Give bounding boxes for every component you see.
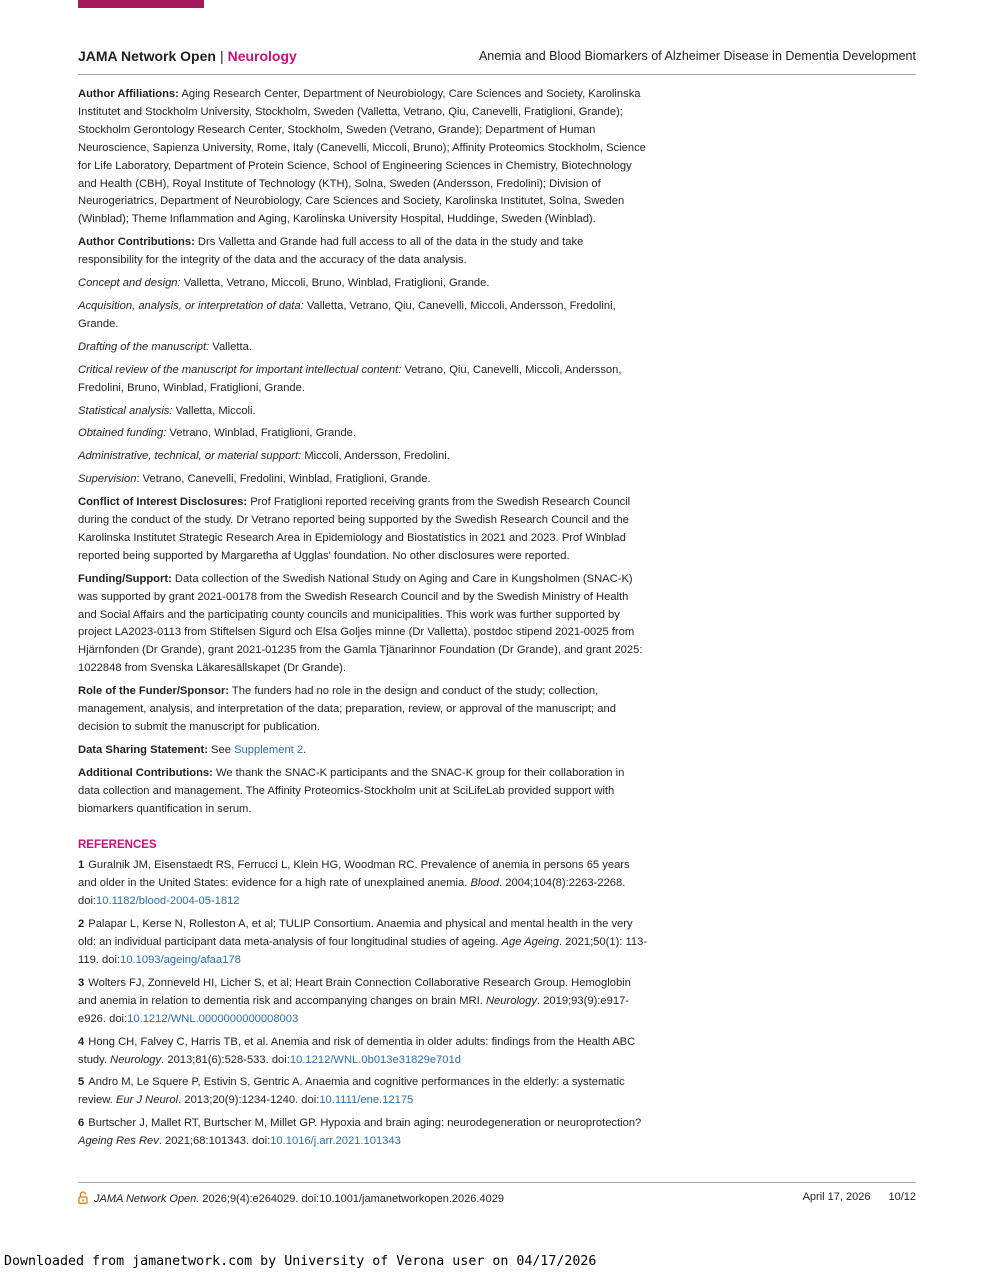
funder-role-label: Role of the Funder/Sponsor:	[78, 685, 230, 698]
reference-item	[78, 1115, 648, 1151]
data-sharing-end: .	[303, 743, 307, 756]
role-label: Obtained funding:	[78, 427, 167, 440]
footer-meta	[803, 1191, 916, 1203]
data-sharing-label: Data Sharing Statement:	[78, 743, 208, 756]
role-concept	[78, 275, 648, 293]
reference-item	[78, 916, 648, 970]
role-label: Drafting of the manuscript:	[78, 340, 210, 353]
reference-number: 4	[78, 1035, 85, 1048]
role-text: Valletta, Vetrano, Miccoli, Bruno, Winblad, Fratiglioni, Grande.	[180, 277, 490, 290]
data-sharing-text: See	[207, 743, 235, 756]
reference-journal: Blood	[470, 877, 500, 890]
reference-details: . 2004;104(8):2263-2268. doi:	[78, 877, 626, 908]
reference-number: 1	[78, 859, 85, 872]
reference-doi-link[interactable]: 10.1111/ene.12175	[319, 1094, 414, 1107]
reference-number: 5	[78, 1076, 85, 1089]
reference-journal: Age Ageing	[501, 936, 559, 949]
author-contributions	[78, 234, 648, 270]
reference-text: Burtscher J, Mallet RT, Burtscher M, Millet GP. Hypoxia and brain aging: neurodegeneration or neuroprotection?	[88, 1117, 642, 1130]
page-footer	[78, 1182, 916, 1213]
reference-details: . 2021;50(1): 113-119. doi:	[78, 936, 648, 966]
page-number: 10/12	[888, 1191, 916, 1203]
role-label: Administrative, technical, or material support:	[78, 450, 302, 463]
reference-doi-link[interactable]: 10.1212/WNL.0b013e31829e701d	[289, 1053, 461, 1066]
open-access-icon	[78, 1191, 88, 1207]
role-drafting	[78, 339, 648, 357]
reference-item	[78, 1034, 648, 1070]
role-text: Valletta, Vetrano, Qiu, Canevelli, Miccoli, Andersson, Fredolini, Grande.	[78, 299, 616, 330]
conflict-disclosures	[78, 494, 648, 566]
footer-date: April 17, 2026	[802, 1191, 871, 1203]
reference-item	[78, 1074, 648, 1110]
funder-role	[78, 683, 648, 737]
reference-doi-link[interactable]: 10.1016/j.arr.2021.101343	[270, 1135, 401, 1148]
role-label: Critical review of the manuscript for important intellectual content:	[78, 363, 402, 376]
reference-text: Hong CH, Falvey C, Harris TB, et al. Anemia and risk of dementia in older adults: findings from the Health ABC study.	[78, 1035, 636, 1066]
reference-doi-link[interactable]: 10.1093/ageing/afaa178	[120, 953, 241, 966]
page-header	[78, 48, 916, 75]
footer-journal: JAMA Network Open.	[94, 1193, 200, 1205]
role-acquisition	[78, 298, 648, 334]
role-text: Vetrano, Winblad, Fratiglioni, Grande.	[166, 427, 356, 440]
download-stamp: Downloaded from jamanetwork.com by University of Verona user on 04/17/2026	[4, 1254, 597, 1269]
role-label: Supervision	[78, 473, 137, 486]
contributions-label: Author Contributions:	[78, 236, 195, 249]
reference-doi-link[interactable]: 10.1182/blood-2004-05-1812	[96, 895, 240, 908]
role-funding	[78, 425, 648, 443]
role-label: Concept and design:	[78, 277, 181, 290]
role-admin	[78, 448, 648, 466]
role-text: Miccoli, Andersson, Fredolini.	[301, 450, 450, 463]
reference-doi-link[interactable]: 10.1212/WNL.0000000000008003	[127, 1012, 299, 1025]
top-accent-bar	[78, 0, 204, 8]
reference-item	[78, 975, 648, 1029]
reference-text: Palapar L, Kerse N, Rolleston A, et al; TULIP Consortium. Anaemia and physical and mental health in the very old: an individual participant data meta-analysis of four longitudinal studies of ageing.	[78, 918, 633, 949]
reference-details: . 2013;20(9):1234-1240. doi:	[178, 1094, 320, 1107]
reference-number: 6	[78, 1117, 85, 1130]
reference-number: 3	[78, 976, 85, 989]
journal-branding	[78, 48, 297, 64]
article-content	[78, 86, 648, 1156]
role-label: Statistical analysis:	[78, 404, 173, 417]
funding-support	[78, 571, 648, 678]
conflict-label: Conflict of Interest Disclosures:	[78, 496, 248, 509]
role-statistical	[78, 403, 648, 421]
additional-contributions	[78, 765, 648, 819]
funder-role-text: The funders had no role in the design and conduct of the study; collection, management, analysis, and interpretation of the data; preparation, review, or approval of the manuscript; and decision to submit the manuscript for publication.	[78, 685, 616, 733]
reference-journal: Neurology	[485, 994, 537, 1007]
data-sharing	[78, 742, 648, 760]
header-separator: |	[219, 48, 224, 64]
conflict-text: Prof Fratiglioni reported receiving grants from the Swedish Research Council during the conduct of the study. Dr Vetrano reported being supported by the Swedish Research Council and the Karolinska Institutet Strategic Research Area in Epidemiology and Biostatistics in 2021 and 2023. Prof Winblad reported being supported by Margaretha af Ugglas' foundation. No other disclosures were reported.	[78, 496, 631, 562]
section-name[interactable]: Neurology	[227, 48, 297, 64]
affiliations-text: Aging Research Center, Department of Neurobiology, Care Sciences and Society, Karolinska Institutet and Stockholm University, Stockholm, Sweden (Valletta, Vetrano, Qiu, Canevelli, Fratiglioni, Grande); Stockholm Gerontology Research Center, Stockholm, Sweden (Vetrano, Grande); Department of Human Neuroscience, Sapienza University, Rome, Italy (Canevelli, Miccoli, Bruno); Affinity Proteomics Stockholm, Science for Life Laboratory, Department of Protein Science, School of Engineering Sciences in Chemistry, Biotechnology and Health (CBH), Royal Institute of Technology (KTH), Solna, Sweden (Andersson, Fredolini); Division of Neurogeriatrics, Department of Neurobiology, Care Sciences and Society, Karolinska Institutet, Solna, Sweden (Winblad); Theme Inflammation and Aging, Karolinska University Hospital, Huddinge, Sweden (Winblad).	[78, 88, 646, 226]
additional-label: Additional Contributions:	[78, 766, 213, 779]
journal-name[interactable]: JAMA Network Open	[78, 48, 216, 64]
role-text: Valletta.	[209, 340, 252, 353]
reference-details: . 2021;68:101343. doi:	[158, 1135, 271, 1148]
reference-journal: Eur J Neurol	[115, 1094, 179, 1107]
role-critical-review	[78, 362, 648, 398]
footer-citation	[78, 1191, 504, 1207]
supplement-2-link[interactable]: Supplement 2	[234, 743, 304, 756]
reference-number: 2	[78, 918, 85, 931]
role-text: Valletta, Miccoli.	[172, 404, 256, 417]
reference-journal: Neurology	[110, 1053, 162, 1066]
affiliations-label: Author Affiliations:	[78, 88, 179, 100]
reference-text: Wolters FJ, Zonneveld HI, Licher S, et al; Heart Brain Connection Collaborative Research Group. Hemoglobin and anemia in relation to dementia risk and accompanying changes on brain MRI.	[78, 976, 631, 1007]
running-title: Anemia and Blood Biomarkers of Alzheimer Disease in Dementia Development	[478, 49, 916, 63]
funding-label: Funding/Support:	[78, 572, 172, 585]
role-supervision	[78, 471, 648, 489]
reference-item	[78, 857, 648, 911]
role-label: Acquisition, analysis, or interpretation of data:	[78, 299, 304, 312]
role-text: Vetrano, Qiu, Canevelli, Miccoli, Andersson, Fredolini, Bruno, Winblad, Fratiglioni, Grande.	[78, 363, 622, 394]
references-heading: REFERENCES	[78, 838, 157, 851]
reference-text: Andro M, Le Squere P, Estivin S, Gentric A. Anaemia and cognitive performances in the elderly: a systematic review.	[78, 1076, 625, 1107]
funding-text: Data collection of the Swedish National Study on Aging and Care in Kungsholmen (SNAC-K) was supported by grant 2021-00178 from the Swedish Research Council and by the Swedish Ministry of Health and Social Affairs and the participating county councils and municipalities. This work was further supported by project LA2023-0113 from Stiftelsen Sigurd och Elsa Goljes minne (Dr Valletta), postdoc stipend 2021-0025 from Hjärnfonden (Dr Grande), grant 2021-01235 from the Gamla Tjänarinnor Foundation (Dr Grande), and grant 2025: 1022848 from Svenska Läkaresällskapet (Dr Grande).	[78, 572, 643, 675]
author-affiliations	[78, 86, 648, 229]
additional-text: We thank the SNAC-K participants and the SNAC-K group for their collaboration in data collection and management. The Affinity Proteomics-Stockholm unit at SciLifeLab provided support with biomarkers quantification in serum.	[78, 766, 625, 815]
reference-journal: Ageing Res Rev	[78, 1135, 159, 1148]
reference-details: . 2013;81(6):528-533. doi:	[161, 1053, 290, 1066]
role-text: : Vetrano, Canevelli, Fredolini, Winblad, Fratiglioni, Grande.	[136, 473, 431, 486]
reference-text: Guralnik JM, Eisenstaedt RS, Ferrucci L, Klein HG, Woodman RC. Prevalence of anemia in persons 65 years and older in the United States: evidence for a high rate of unexplained anemia.	[78, 859, 630, 890]
contributions-text: Drs Valletta and Grande had full access to all of the data in the study and take responsibility for the integrity of the data and the accuracy of the data analysis.	[78, 236, 584, 267]
footer-doi: 2026;9(4):e264029. doi:10.1001/jamanetworkopen.2026.4029	[199, 1193, 504, 1205]
reference-details: . 2019;93(9):e917-e926. doi:	[78, 994, 630, 1025]
